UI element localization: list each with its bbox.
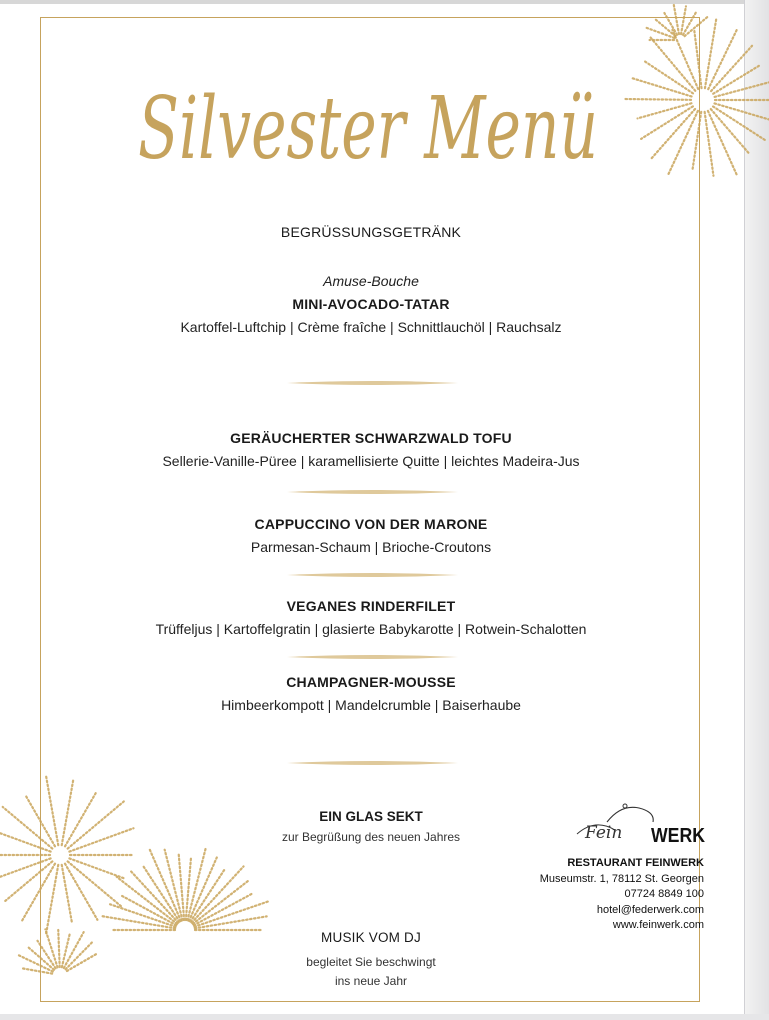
divider-3	[285, 570, 460, 580]
restaurant-name: RESTAURANT FEINWERK	[567, 857, 704, 869]
course-1-name: GERÄUCHERTER SCHWARZWALD TOFU	[230, 430, 512, 446]
restaurant-email: hotel@federwerk.com	[596, 903, 704, 916]
course-1-description: Sellerie-Vanille-Püree | karamellisierte Quitte | leichtes Madeira-Jus	[162, 453, 580, 469]
divider-4	[285, 652, 460, 662]
course-4-name: CHAMPAGNER-MOUSSE	[286, 674, 456, 690]
divider-2	[285, 487, 460, 497]
restaurant-website: www.feinwerk.com	[612, 919, 704, 931]
logo-script-text: Fein	[585, 823, 623, 843]
course-2-description: Parmesan-Schaum | Brioche-Croutons	[250, 539, 492, 555]
sekt-title: EIN GLAS SEKT	[319, 809, 423, 824]
divider-1	[285, 378, 460, 388]
course-3-name: VEGANES RINDERFILET	[286, 598, 456, 614]
menu-title-text: Silvester Menü	[138, 79, 598, 179]
amuse-label: Amuse-Bouche	[323, 273, 419, 289]
divider-5	[285, 758, 460, 768]
course-2-name: CAPPUCCINO VON DER MARONE	[254, 516, 488, 532]
contact-block	[490, 856, 704, 934]
restaurant-phone: 07724 8849 100	[624, 888, 704, 900]
course-3-description: Trüffeljus | Kartoffelgratin | glasierte Babykarotte | Rotwein-Schalotten	[155, 621, 587, 637]
restaurant-address: Museumstr. 1, 78112 St. Georgen	[539, 872, 704, 885]
music-line-2: ins neue Jahr	[334, 974, 408, 988]
amuse-description: Kartoffel-Luftchip | Crème fraîche | Schnittlauchöl | Rauchsalz	[180, 319, 562, 335]
firework-top-right	[585, 0, 750, 215]
menu-title	[128, 40, 608, 200]
music-line-1: begleitet Sie beschwingt	[306, 955, 436, 969]
feinwerk-logo	[575, 800, 707, 852]
music-title: MUSIK VOM DJ	[321, 930, 421, 945]
logo-bold-text: WERK	[651, 825, 706, 847]
cloche-icon	[607, 804, 653, 822]
welcome-drink: BEGRÜSSUNGSGETRÄNK	[280, 224, 462, 240]
course-4-description: Himbeerkompott | Mandelcrumble | Baiserhaube	[221, 697, 521, 713]
sekt-subtitle: zur Begrüßung des neuen Jahres	[281, 830, 461, 844]
amuse-name: MINI-AVOCADO-TATAR	[292, 296, 450, 312]
